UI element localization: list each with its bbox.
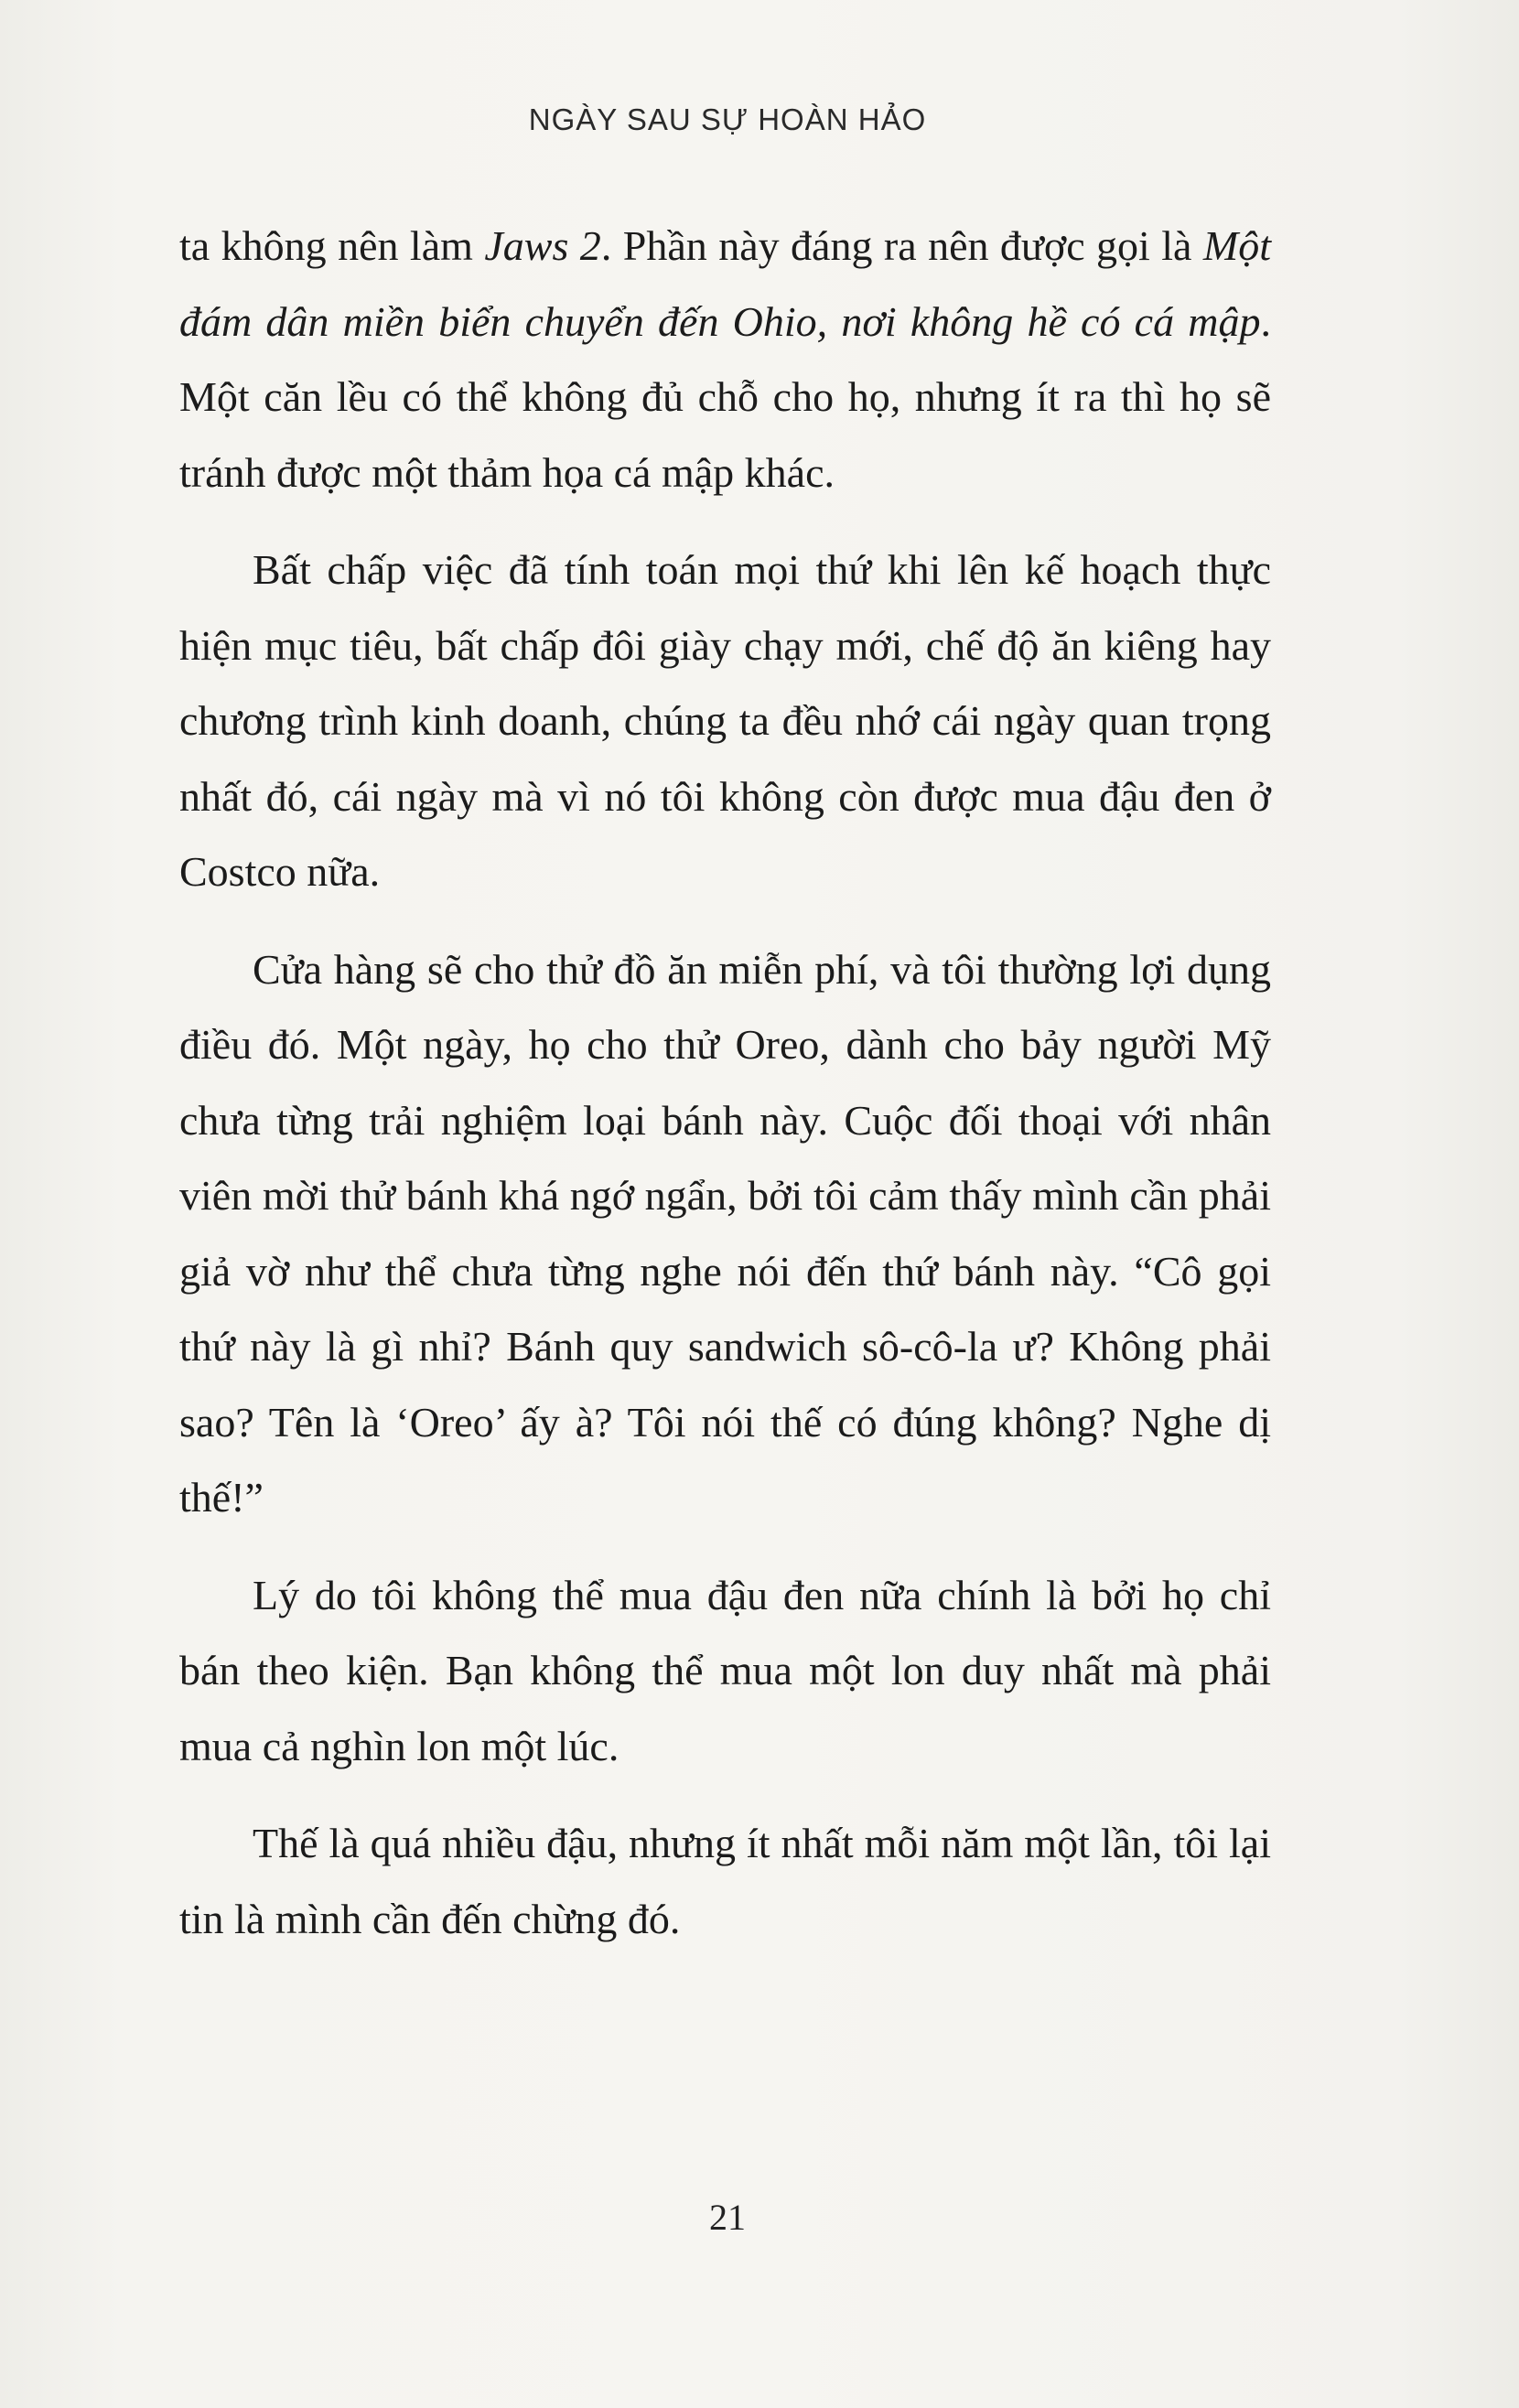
paragraph-1-italic-title: Jaws 2 bbox=[484, 222, 601, 269]
body-text bbox=[179, 209, 1271, 1979]
paragraph-1-part-e: . Một căn lều có thể không đủ chỗ cho họ, nhưng ít ra thì họ sẽ tránh được một thảm họa cá mập khác. bbox=[179, 297, 1271, 496]
paragraph-2: Bất chấp việc đã tính toán mọi thứ khi lên kế hoạch thực hiện mục tiêu, bất chấp đôi giày chạy mới, chế độ ăn kiêng hay chương trình kinh doanh, chúng ta đều nhớ cái ngày quan trọng nhất đó, cái ngày mà vì nó tôi không còn được mua đậu đen ở Costco nữa. bbox=[179, 546, 1271, 895]
paragraph-1-italic-alt-title: Một đám dân miền biển chuyển đến Ohio, nơi không hề có cá mập bbox=[179, 222, 1272, 345]
paragraph-1-part-c: . Phần này đáng ra nên được gọi là bbox=[600, 222, 1203, 269]
paragraph-3: Cửa hàng sẽ cho thử đồ ăn miễn phí, và tôi thường lợi dụng điều đó. Một ngày, họ cho thử Oreo, dành cho bảy người Mỹ chưa từng trải nghiệm loại bánh này. Cuộc đối thoại với nhân viên mời thử bánh khá ngớ ngẩn, bởi tôi cảm thấy mình cần phải giả vờ như thể chưa từng nghe nói đến thứ bánh này. “Cô gọi thứ này là gì nhỉ? Bánh quy sandwich sô-cô-la ư? Không phải sao? Tên là ‘Oreo’ ấy à? Tôi nói thế có đúng không? Nghe dị thế!” bbox=[179, 945, 1271, 1521]
running-head: NGÀY SAU SỰ HOÀN HẢO bbox=[528, 102, 927, 136]
page-number: 21 bbox=[709, 2197, 746, 2238]
paragraph-5: Thế là quá nhiều đậu, nhưng ít nhất mỗi năm một lần, tôi lại tin là mình cần đến chừng đó. bbox=[179, 1820, 1271, 1942]
paragraph-1 bbox=[179, 209, 1271, 511]
paragraph-4: Lý do tôi không thể mua đậu đen nữa chính là bởi họ chỉ bán theo kiện. Bạn không thể mua một lon duy nhất mà phải mua cả nghìn lon một lúc. bbox=[179, 1571, 1271, 1769]
paragraph-1-part-a: ta không nên làm bbox=[179, 222, 485, 269]
